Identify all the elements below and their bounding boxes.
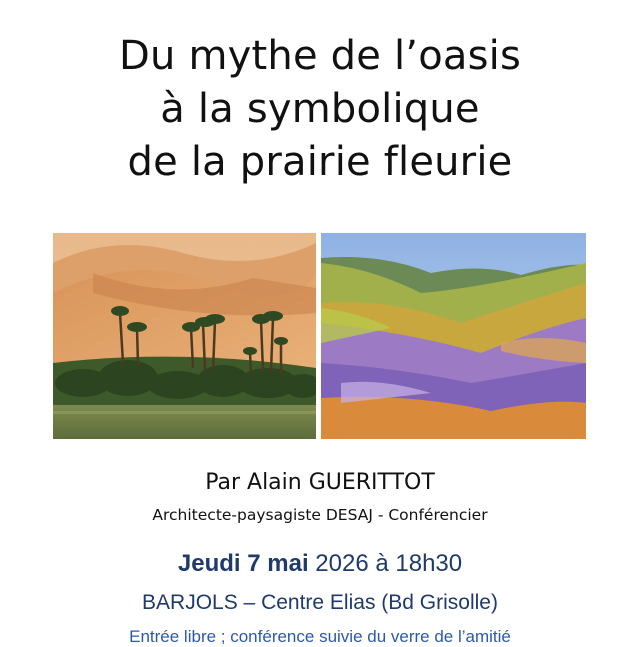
title-line-1: Du mythe de l’oasis — [119, 33, 521, 79]
title-line-2: à la symbolique — [160, 86, 480, 132]
wildflower-prairie-photo — [321, 233, 586, 439]
event-entry-note: Entrée libre ; conférence suivie du verre de l’amitié — [129, 627, 511, 646]
event-date-time: 2026 à 18h30 — [308, 550, 463, 577]
speaker-name: Par Alain GUERITTOT — [205, 470, 435, 495]
poster-title — [0, 30, 640, 189]
title-line-3: de la prairie fleurie — [127, 139, 513, 185]
event-date-day: Jeudi 7 mai — [177, 550, 309, 577]
speaker-role: Architecte-paysagiste DESAJ - Conférencier — [152, 506, 488, 524]
event-date — [0, 550, 640, 578]
oasis-photo — [53, 233, 316, 439]
event-location: BARJOLS – Centre Elias (Bd Grisolle) — [142, 591, 498, 614]
